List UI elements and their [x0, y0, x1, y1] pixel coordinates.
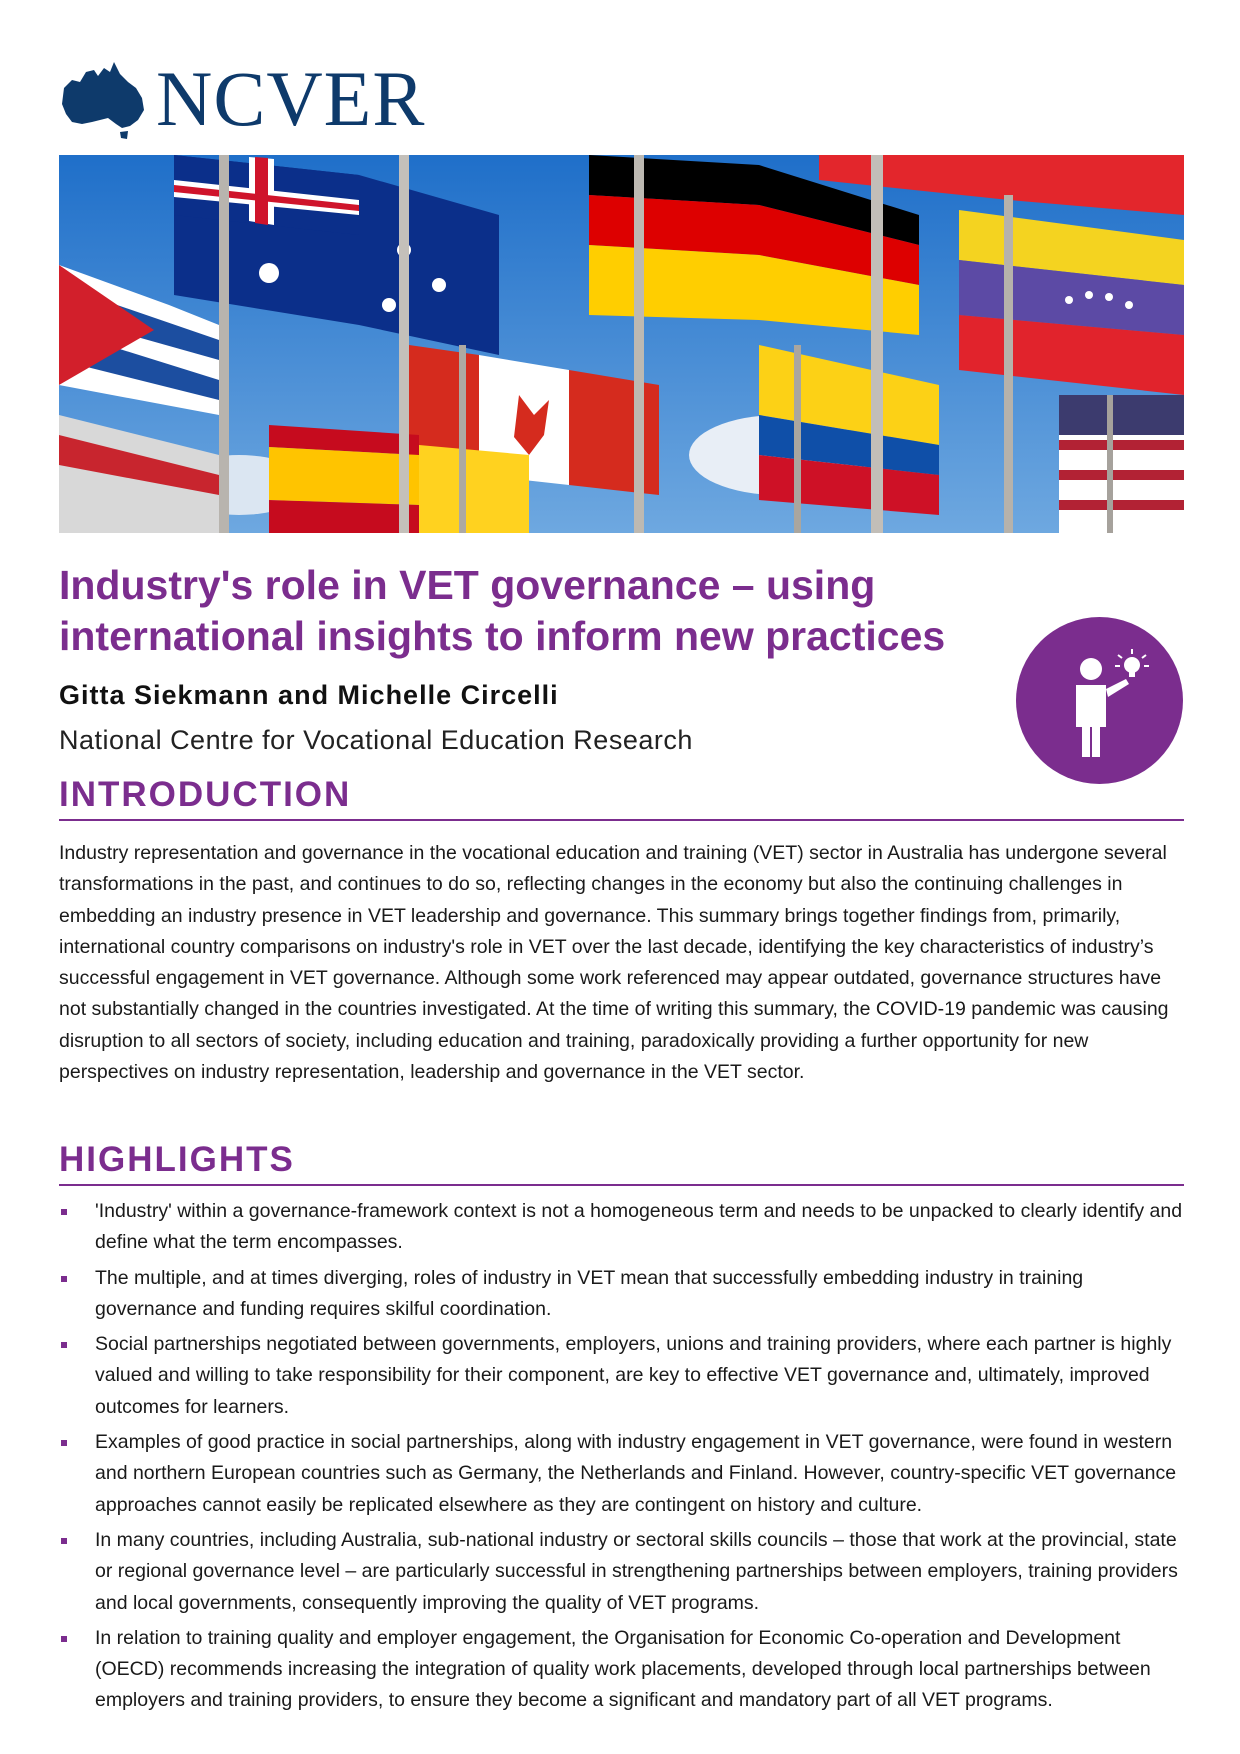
highlight-text: Examples of good practice in social partnerships, along with industry engagement in VET governance, were found in western and northern European countries such as Germany, the Netherlands and Finland. However, country-specific VET governance approaches cannot easily be replicated elsewhere as they are contingent on history and culture.: [95, 1431, 1177, 1516]
highlight-item: [59, 1525, 1189, 1619]
australia-map-icon: [58, 58, 150, 140]
title-line: international insights to inform new practices: [59, 613, 946, 659]
bullet-icon: [61, 1636, 67, 1642]
introduction-body: Industry representation and governance in the vocational education and training (VET) sector in Australia has undergone several transformations in the past, and continues to do so, reflecting changes in the economy but also the continuing challenges in embedding an industry presence in VET leadership and governance. This summary brings together findings from, primarily, international country comparisons on industry's role in VET over the last decade, identifying the key characteristics of industry’s successful engagement in VET governance. Although some work referenced may appear outdated, governance structures have not substantially changed in the countries investigated. At the time of writing this summary, the COVID-19 pandemic was causing disruption to all sectors of society, including education and training, paradoxically providing a further opportunity for new perspectives on industry representation, leadership and governance in the VET sector.: [59, 842, 1169, 1084]
person-idea-icon: [1016, 617, 1183, 784]
bullet-icon: [61, 1342, 67, 1348]
ncver-logo: [58, 55, 426, 142]
bullet-icon: [61, 1538, 67, 1544]
highlight-text: The multiple, and at times diverging, roles of industry in VET mean that successfully embedding industry in training governance and funding requires skilful coordination.: [95, 1266, 1084, 1320]
highlight-item: [59, 1329, 1189, 1423]
highlight-text: In many countries, including Australia, sub-national industry or sectoral skills councils – those that work at the provincial, state or regional governance level – are particularly successful in strengthening partnerships between employers, training providers and local governments, consequently improving the quality of VET programs.: [95, 1528, 1178, 1614]
logo-wordmark: NCVER: [156, 55, 426, 142]
bullet-icon: [61, 1276, 67, 1282]
highlight-text: Social partnerships negotiated between governments, employers, unions and training providers, where each partner is highly valued and willing to take responsibility for their component, are key to effective VET governance and, ultimately, improved outcomes for learners.: [95, 1333, 1172, 1418]
highlights-heading: HIGHLIGHTS: [59, 1140, 1184, 1186]
authors: Gitta Siekmann and Michelle Circelli: [59, 680, 559, 710]
hero-flags-image: [59, 155, 1184, 533]
highlight-item: [59, 1427, 1189, 1521]
venezuela-flag: [959, 210, 1184, 395]
document-title: [59, 560, 1019, 662]
highlight-text: In relation to training quality and employer engagement, the Organisation for Economic Co-operation and Development (OECD) recommends increasing the integration of quality work placements, developed through local partnerships between employers and training providers, to ensure they become a significant and mandatory part of all VET programs.: [95, 1626, 1151, 1712]
highlights-list: [59, 1196, 1189, 1721]
highlight-text: 'Industry' within a governance-framework context is not a homogeneous term and needs to be unpacked to clearly identify and define what the term encompasses.: [95, 1200, 1183, 1254]
person-idea-badge: [1016, 617, 1183, 784]
highlight-item: [59, 1623, 1189, 1717]
introduction-heading: INTRODUCTION: [59, 775, 1184, 821]
organisation: National Centre for Vocational Education Research: [59, 725, 693, 755]
title-line: Industry's role in VET governance – using: [59, 562, 876, 608]
usa-flag: [1059, 395, 1184, 533]
flags-photo: [59, 155, 1184, 533]
highlight-item: [59, 1263, 1189, 1326]
bullet-icon: [61, 1209, 67, 1215]
highlight-item: [59, 1196, 1189, 1259]
bullet-icon: [61, 1440, 67, 1446]
